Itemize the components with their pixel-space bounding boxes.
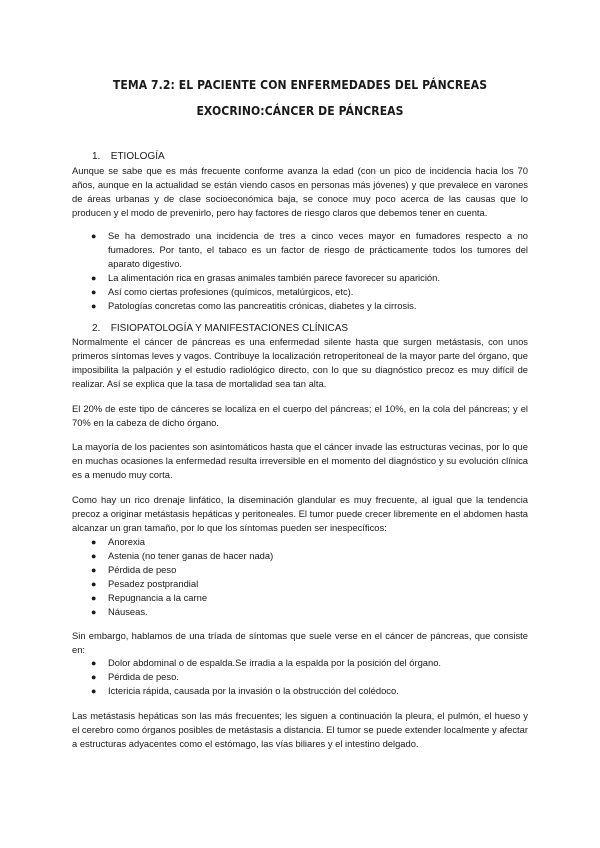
list-item: ● Pérdida de peso. (72, 670, 528, 684)
section-heading-etiologia (92, 150, 165, 163)
list-item: ● Dolor abdominal o de espalda.Se irradia a la espalda por la posición del órgano. (72, 656, 528, 670)
list-item: ● Patologías concretas como las pancreatitis crónicas, diabetes y la cirrosis. (72, 299, 528, 313)
fisiopatologia-paragraph-2: El 20% de este tipo de cánceres se localiza en el cuerpo del páncreas; el 10%, en la cola del páncreas; y el 70% en la cabeza de dicho órgano. (72, 403, 528, 429)
bullet-icon: ● (91, 607, 97, 618)
section-heading-fisiopatologia (92, 322, 348, 335)
section-number: 2. (92, 323, 101, 334)
list-item: ● Repugnancia a la carne (72, 591, 528, 605)
bullet-icon: ● (91, 658, 97, 668)
fisiopatologia-paragraph-6: Las metástasis hepáticas son las más frecuentes; les siguen a continuación la pleura, el pulmón, el hueso y el cerebro como órganos posibles de metástasis a distancia. El tumor se puede extender localmente y afectar a estructuras adyacentes como el estómago, las vías biliares y el intestino delgado. (72, 710, 528, 750)
list-item: ● Pérdida de peso (72, 563, 528, 577)
fisiopatologia-paragraph-3: La mayoría de los pacientes son asintomáticos hasta que el cáncer invade las estructuras vecinas, por lo que en muchas ocasiones la enfermedad resulta irreversible en el momento del diagnóstico y su evolución clínica es a menudo muy corta. (72, 441, 528, 481)
bullet-icon: ● (91, 301, 97, 312)
document-title-line-1: TEMA 7.2: EL PACIENTE CON ENFERMEDADES DEL PÁNCREAS (112, 77, 488, 92)
bullet-icon: ● (91, 672, 97, 683)
bullet-icon: ● (91, 593, 97, 604)
fisiopatologia-paragraph-4: Como hay un rico drenaje linfático, la diseminación glandular es muy frecuente, al igual que la tendencia precoz a originar metástasis hepáticas y peritoneales. El tumor puede crecer libremente en el abdomen hasta alcanzar un gran tamaño, por lo que los síntomas pueden ser inespecíficos: (72, 494, 528, 534)
list-item: ● Pesadez postprandial (72, 577, 528, 591)
bullet-icon: ● (91, 537, 97, 547)
bullet-icon: ● (91, 686, 97, 697)
list-item: ● Así como ciertas profesiones (químicos, metalúrgicos, etc). (72, 285, 528, 299)
document-title-line-2: EXOCRINO:CÁNCER DE PÁNCREAS (196, 103, 404, 118)
bullet-icon: ● (91, 231, 97, 241)
list-item: ● Náuseas. (72, 605, 528, 619)
etiologia-risk-factor-list (72, 229, 528, 313)
fisiopatologia-paragraph-1: Normalmente el cáncer de páncreas es una enfermedad silente hasta que surgen metástasis, con unos primeros síntomas leves y vagos. Contribuye la localización retroperitoneal de la mayor parte del órgano, que imposibilita la palpación y el estudio radiológico directo, con lo que su diagnóstico precoz es muy difícil de realizar. Así se explica que la tasa de mortalidad sea tan alta. (72, 336, 528, 390)
section-number: 1. (92, 151, 101, 162)
section-title: ETIOLOGÍA (110, 151, 165, 162)
bullet-icon: ● (91, 273, 97, 284)
triad-list (72, 656, 528, 698)
bullet-icon: ● (91, 565, 97, 576)
fisiopatologia-paragraph-5: Sin embargo, hablamos de una tríada de síntomas que suele verse en el cáncer de páncreas, que consiste en: (72, 630, 528, 656)
symptom-list (72, 535, 528, 619)
list-item: ● Astenia (no tener ganas de hacer nada) (72, 549, 528, 563)
etiologia-intro-paragraph: Aunque se sabe que es más frecuente conforme avanza la edad (con un pico de incidencia hacia los 70 años, aunque en la actualidad se están viendo casos en personas más jóvenes) y que prevalece en varones de áreas urbanas y de clase socioeconómica baja, se conoce muy poco acerca de las causas que lo producen y el modo de prevenirlo, pero hay factores de riesgo claros que debemos tener en cuenta. (72, 165, 528, 219)
list-item: ● Se ha demostrado una incidencia de tres a cinco veces mayor en fumadores respecto a no fumadores. Por tanto, el tabaco es un factor de riesgo de prácticamente todos los tumores del aparato digestivo. (91, 230, 528, 270)
list-item: ● La alimentación rica en grasas animales también parece favorecer su aparición. (72, 271, 528, 285)
bullet-icon: ● (91, 551, 97, 562)
section-title: FISIOPATOLOGÍA Y MANIFESTACIONES CLÍNICAS (110, 323, 349, 334)
list-item: ● Anorexia (72, 535, 528, 549)
bullet-icon: ● (91, 579, 97, 590)
bullet-icon: ● (91, 287, 97, 298)
list-item: ● Ictericia rápida, causada por la invasión o la obstrucción del colédoco. (72, 684, 528, 698)
